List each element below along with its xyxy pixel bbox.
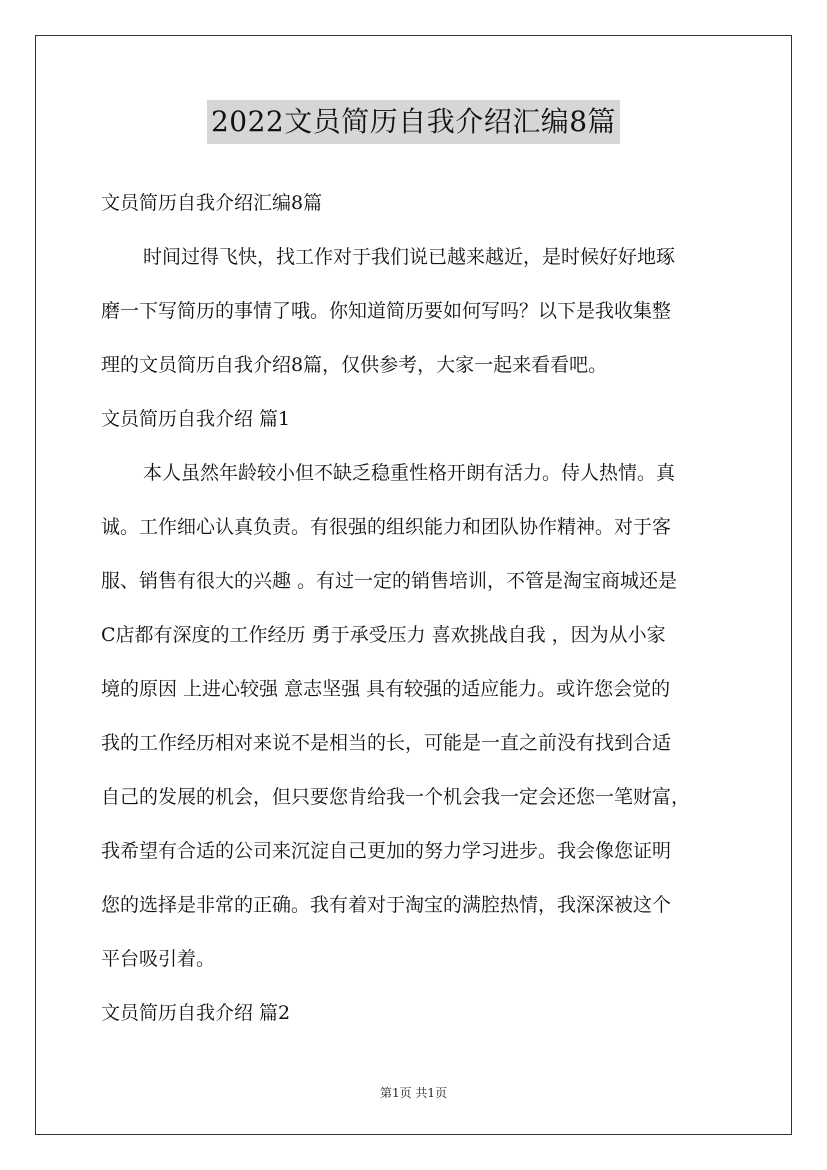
paragraph-line: 平台吸引着。 bbox=[101, 948, 216, 970]
subtitle-line: 文员简历自我介绍汇编8篇 bbox=[101, 192, 323, 214]
paragraph-line: 服、销售有很大的兴趣 。有过一定的销售培训，不管是淘宝商城还是 bbox=[101, 570, 678, 592]
paragraph-line: 自己的发展的机会，但只要您肯给我一个机会我一定会还您一笔财富， bbox=[101, 786, 691, 808]
paragraph-line: 我的工作经历相对来说不是相当的长，可能是一直之前没有找到合适 bbox=[101, 732, 672, 754]
section-heading-1: 文员简历自我介绍 篇1 bbox=[101, 408, 291, 430]
document-body bbox=[101, 176, 727, 1040]
title-container bbox=[0, 100, 827, 144]
paragraph-line: 您的选择是非常的正确。我有着对于淘宝的满腔热情，我深深被这个 bbox=[101, 894, 672, 916]
paragraph-line: 我希望有合适的公司来沉淀自己更加的努力学习进步。我会像您证明 bbox=[101, 840, 672, 862]
paragraph-line: C店都有深度的工作经历 勇于承受压力 喜欢挑战自我 ，因为从小家 bbox=[101, 624, 666, 646]
paragraph-line: 理的文员简历自我介绍8篇，仅供参考，大家一起来看看吧。 bbox=[101, 354, 608, 376]
paragraph-line: 本人虽然年龄较小但不缺乏稳重性格开朗有活力。侍人热情。真 bbox=[143, 462, 676, 484]
paragraph-line: 诚。工作细心认真负责。有很强的组织能力和团队协作精神。对于客 bbox=[101, 516, 672, 538]
paragraph-line: 时间过得飞快，找工作对于我们说已越来越近，是时候好好地琢 bbox=[143, 246, 676, 268]
document-title: 2022文员简历自我介绍汇编8篇 bbox=[207, 100, 620, 144]
paragraph-line: 磨一下写简历的事情了哦。你知道简历要如何写吗？以下是我收集整 bbox=[101, 300, 672, 322]
paragraph-line: 境的原因 上进心较强 意志坚强 具有较强的适应能力。或许您会觉的 bbox=[101, 678, 671, 700]
section-heading-2: 文员简历自我介绍 篇2 bbox=[101, 1002, 291, 1024]
page-footer: 第1页 共1页 bbox=[379, 1086, 448, 1100]
